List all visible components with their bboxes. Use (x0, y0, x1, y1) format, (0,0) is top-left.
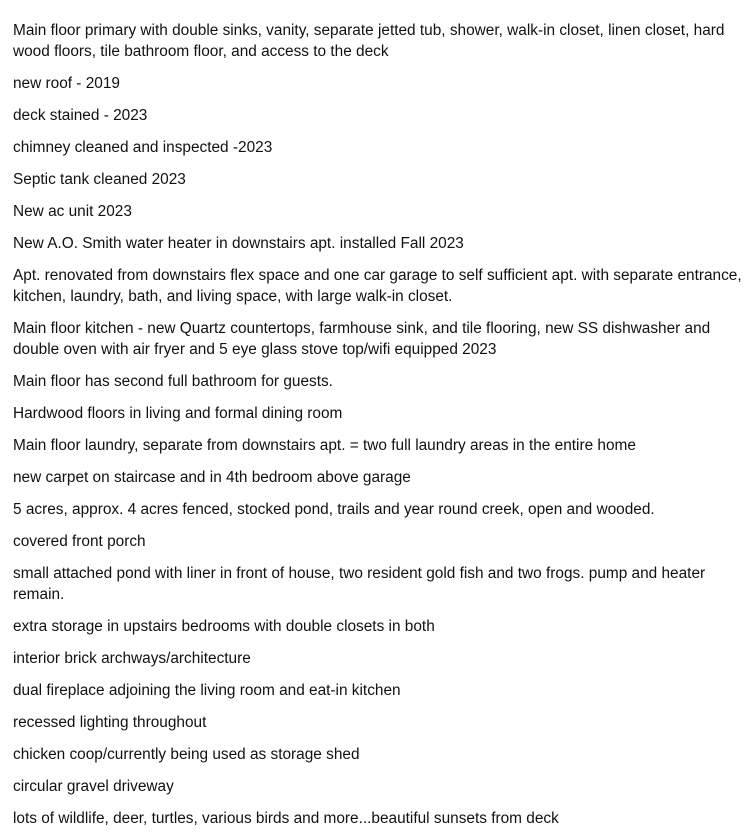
feature-line: recessed lighting throughout (13, 714, 207, 731)
feature-line: New A.O. Smith water heater in downstairs apt. installed Fall 2023 (13, 235, 464, 252)
feature-line: chimney cleaned and inspected -2023 (13, 139, 273, 156)
feature-line: 5 acres, approx. 4 acres fenced, stocked pond, trails and year round creek, open and wooded. (13, 501, 655, 518)
feature-line: Main floor has second full bathroom for guests. (13, 373, 333, 390)
feature-line: Main floor kitchen - new Quartz countertops, farmhouse sink, and tile flooring, new SS dishwasher and double oven with air fryer and 5 eye glass stove top/wifi equipped 2023 (13, 320, 711, 358)
feature-line: new roof - 2019 (13, 75, 120, 92)
features-list (13, 20, 743, 840)
feature-line: Main floor laundry, separate from downstairs apt. = two full laundry areas in the entire home (13, 437, 636, 454)
feature-line: chicken coop/currently being used as storage shed (13, 746, 360, 763)
feature-line: circular gravel driveway (13, 778, 174, 795)
feature-line: extra storage in upstairs bedrooms with double closets in both (13, 618, 435, 635)
feature-line: dual fireplace adjoining the living room and eat-in kitchen (13, 682, 401, 699)
feature-line: Main floor primary with double sinks, vanity, separate jetted tub, shower, walk-in closet, linen closet, hard wood floors, tile bathroom floor, and access to the deck (13, 22, 725, 60)
feature-line: Hardwood floors in living and formal dining room (13, 405, 343, 422)
feature-line: deck stained - 2023 (13, 107, 148, 124)
feature-line: Septic tank cleaned 2023 (13, 171, 186, 188)
feature-line: New ac unit 2023 (13, 203, 132, 220)
feature-line: Apt. renovated from downstairs flex space and one car garage to self sufficient apt. with separate entrance, kitchen, laundry, bath, and living space, with large walk-in closet. (13, 267, 742, 305)
feature-line: new carpet on staircase and in 4th bedroom above garage (13, 469, 411, 486)
feature-line: covered front porch (13, 533, 146, 550)
feature-line: lots of wildlife, deer, turtles, various birds and more...beautiful sunsets from deck (13, 810, 559, 827)
feature-line: small attached pond with liner in front of house, two resident gold fish and two frogs. pump and heater remain. (13, 565, 706, 603)
feature-line: interior brick archways/architecture (13, 650, 251, 667)
